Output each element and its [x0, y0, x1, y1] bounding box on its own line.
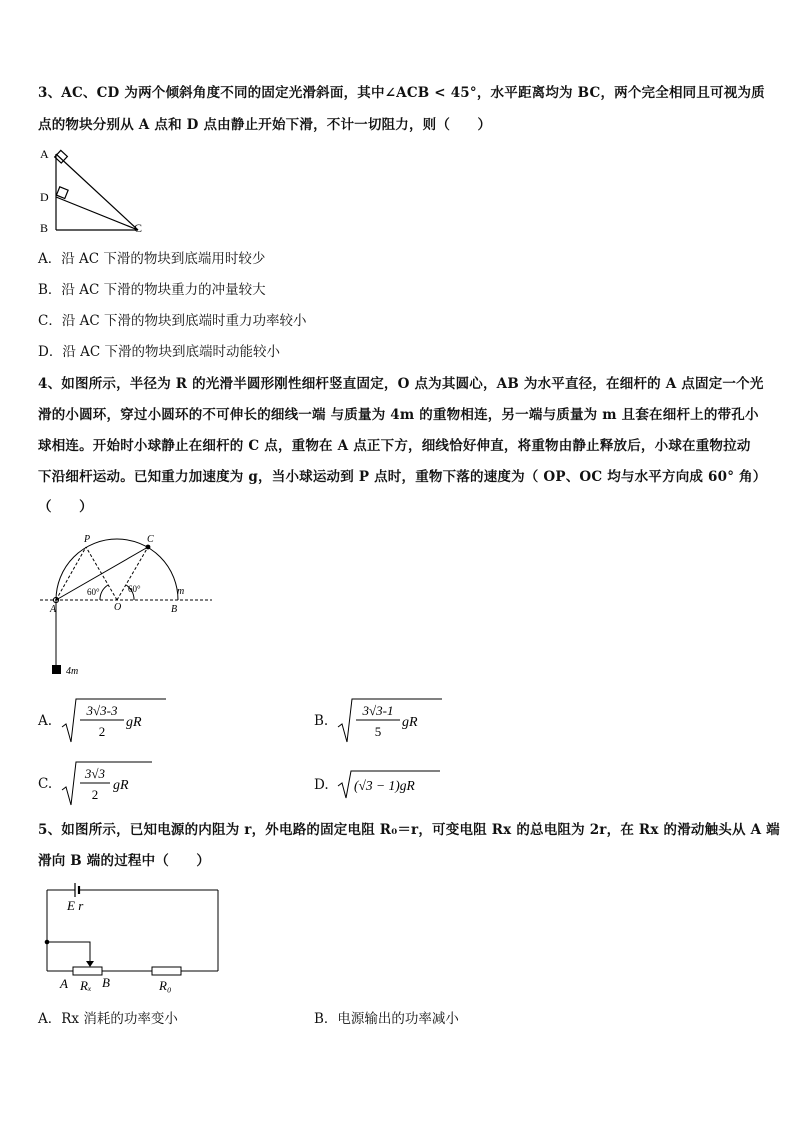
q4-stem-line2: 滑的小圆环，穿过小圆环的不可伸长的细线一端 与质量为 4m 的重物相连，另一端与质量为 m 且套在细杆上的带孔小	[38, 407, 759, 423]
q4-ball-c	[146, 545, 151, 550]
q4-line-ap	[56, 547, 86, 600]
q4-angle-label-right: 60°	[128, 584, 141, 594]
q4-option-a-gr: gR	[126, 715, 142, 730]
q4-stem-line3: 球相连。开始时小球静止在细杆的 C 点，重物在 A 点正下方，细线恰好伸直，将重物由静止释放后，小球在重物拉动	[38, 438, 751, 454]
q4-option-b-numerator: 3√3-1	[362, 703, 394, 718]
q4-option-c-denominator: 2	[91, 787, 99, 802]
q3-option-a: A．沿 AC 下滑的物块到底端用时较少	[38, 251, 266, 267]
q4-option-d-sqrt	[336, 768, 442, 800]
q3-option-c: C．沿 AC 下滑的物块到底端时重力功率较小	[38, 313, 307, 329]
q4-option-c-numerator: 3√3	[84, 766, 106, 781]
q3-line-ac	[56, 154, 138, 230]
q4-option-b	[314, 697, 444, 745]
q5-circuit-figure	[40, 880, 230, 1000]
q4-option-d-letter: D.	[314, 777, 329, 793]
q4-stem-line1: 4、如图所示，半径为 R 的光滑半圆形刚性细杆竖直固定，O 点为其圆心，AB 为水平直径，在细杆的 A 点固定一个光	[38, 376, 764, 392]
q5-resistor-r0	[152, 967, 181, 975]
q5-slider-wire	[47, 942, 90, 963]
q4-semicircle-figure	[38, 528, 218, 680]
q5-slider-arrow	[86, 961, 94, 967]
q5-label-rx: Rₓ	[80, 978, 92, 993]
q5-label-b: B	[102, 975, 110, 990]
q4-option-c-letter: C.	[38, 776, 53, 792]
q4-weight-block	[52, 665, 61, 674]
q4-option-d	[314, 768, 444, 800]
q3-label-b: B	[40, 221, 49, 235]
q4-option-b-gr: gR	[402, 715, 418, 730]
q4-option-a	[38, 697, 168, 745]
q4-option-a-denominator: 2	[98, 724, 106, 739]
q3-stem-line1: 3、AC、CD 为两个倾斜角度不同的固定光滑斜面，其中∠ACB < 45°，水平距离均为 BC，两个完全相同且可视为质	[38, 85, 765, 101]
q3-label-a: A	[40, 147, 49, 161]
q4-label-b: B	[171, 604, 178, 615]
q4-option-c-sqrt	[60, 760, 160, 808]
q4-angle-arc-left	[100, 585, 108, 600]
q4-semicircle-rod	[56, 539, 178, 600]
q4-option-c-gr: gR	[113, 778, 129, 793]
q4-stem-line5: （ ）	[38, 499, 93, 515]
q4-option-b-sqrt	[336, 697, 446, 745]
q4-label-m: m	[177, 586, 185, 597]
q4-angle-label-left: 60°	[87, 587, 100, 597]
q5-resistor-rx	[73, 967, 102, 975]
q4-label-o: O	[114, 602, 122, 613]
q5-option-a: A．Rx 消耗的功率变小	[38, 1011, 178, 1027]
q3-label-d: D	[40, 190, 49, 204]
q4-label-c: C	[147, 534, 154, 545]
q4-mass-label: 4m	[66, 666, 79, 677]
q3-option-d: D．沿 AC 下滑的物块到底端时动能较小	[38, 344, 280, 360]
q4-option-a-letter: A.	[38, 713, 53, 729]
q5-junction-dot	[45, 940, 50, 945]
q5-stem-line1: 5、如图所示，已知电源的内阻为 r，外电路的固定电阻 R₀＝r，可变电阻 Rx 的总电阻为 2r，在 Rx 的滑动触头从 A 端	[38, 822, 780, 838]
q3-line-dc	[56, 197, 138, 230]
q4-label-a: A	[50, 604, 57, 615]
q4-option-b-letter: B.	[314, 713, 329, 729]
q5-stem-line2: 滑向 B 端的过程中（ ）	[38, 853, 211, 869]
q3-block-d	[56, 187, 68, 199]
q4-option-c	[38, 760, 168, 808]
q4-option-d-expression: (√3 − 1)gR	[354, 778, 415, 793]
q3-label-c: C	[134, 221, 143, 235]
q3-option-b: B．沿 AC 下滑的物块重力的冲量较大	[38, 282, 266, 298]
q4-option-a-numerator: 3√3-3	[86, 703, 118, 718]
q4-label-p: P	[84, 534, 91, 545]
q4-option-b-denominator: 5	[374, 724, 382, 739]
q5-label-a: A	[60, 976, 68, 991]
q4-option-a-sqrt	[60, 697, 170, 745]
q5-label-r0: R₀	[159, 978, 172, 993]
q3-stem-line2: 点的物块分别从 A 点和 D 点由静止开始下滑，不计一切阻力，则（ ）	[38, 117, 492, 133]
q5-option-b: B．电源输出的功率减小	[314, 1011, 459, 1027]
q4-stem-line4: 下沿细杆运动。已知重力加速度为 g，当小球运动到 P 点时，重物下落的速度为（ OP、OC 均与水平方向成 60° 角）	[38, 469, 767, 485]
q3-incline-figure	[36, 142, 146, 236]
q5-label-source: E r	[67, 898, 84, 913]
